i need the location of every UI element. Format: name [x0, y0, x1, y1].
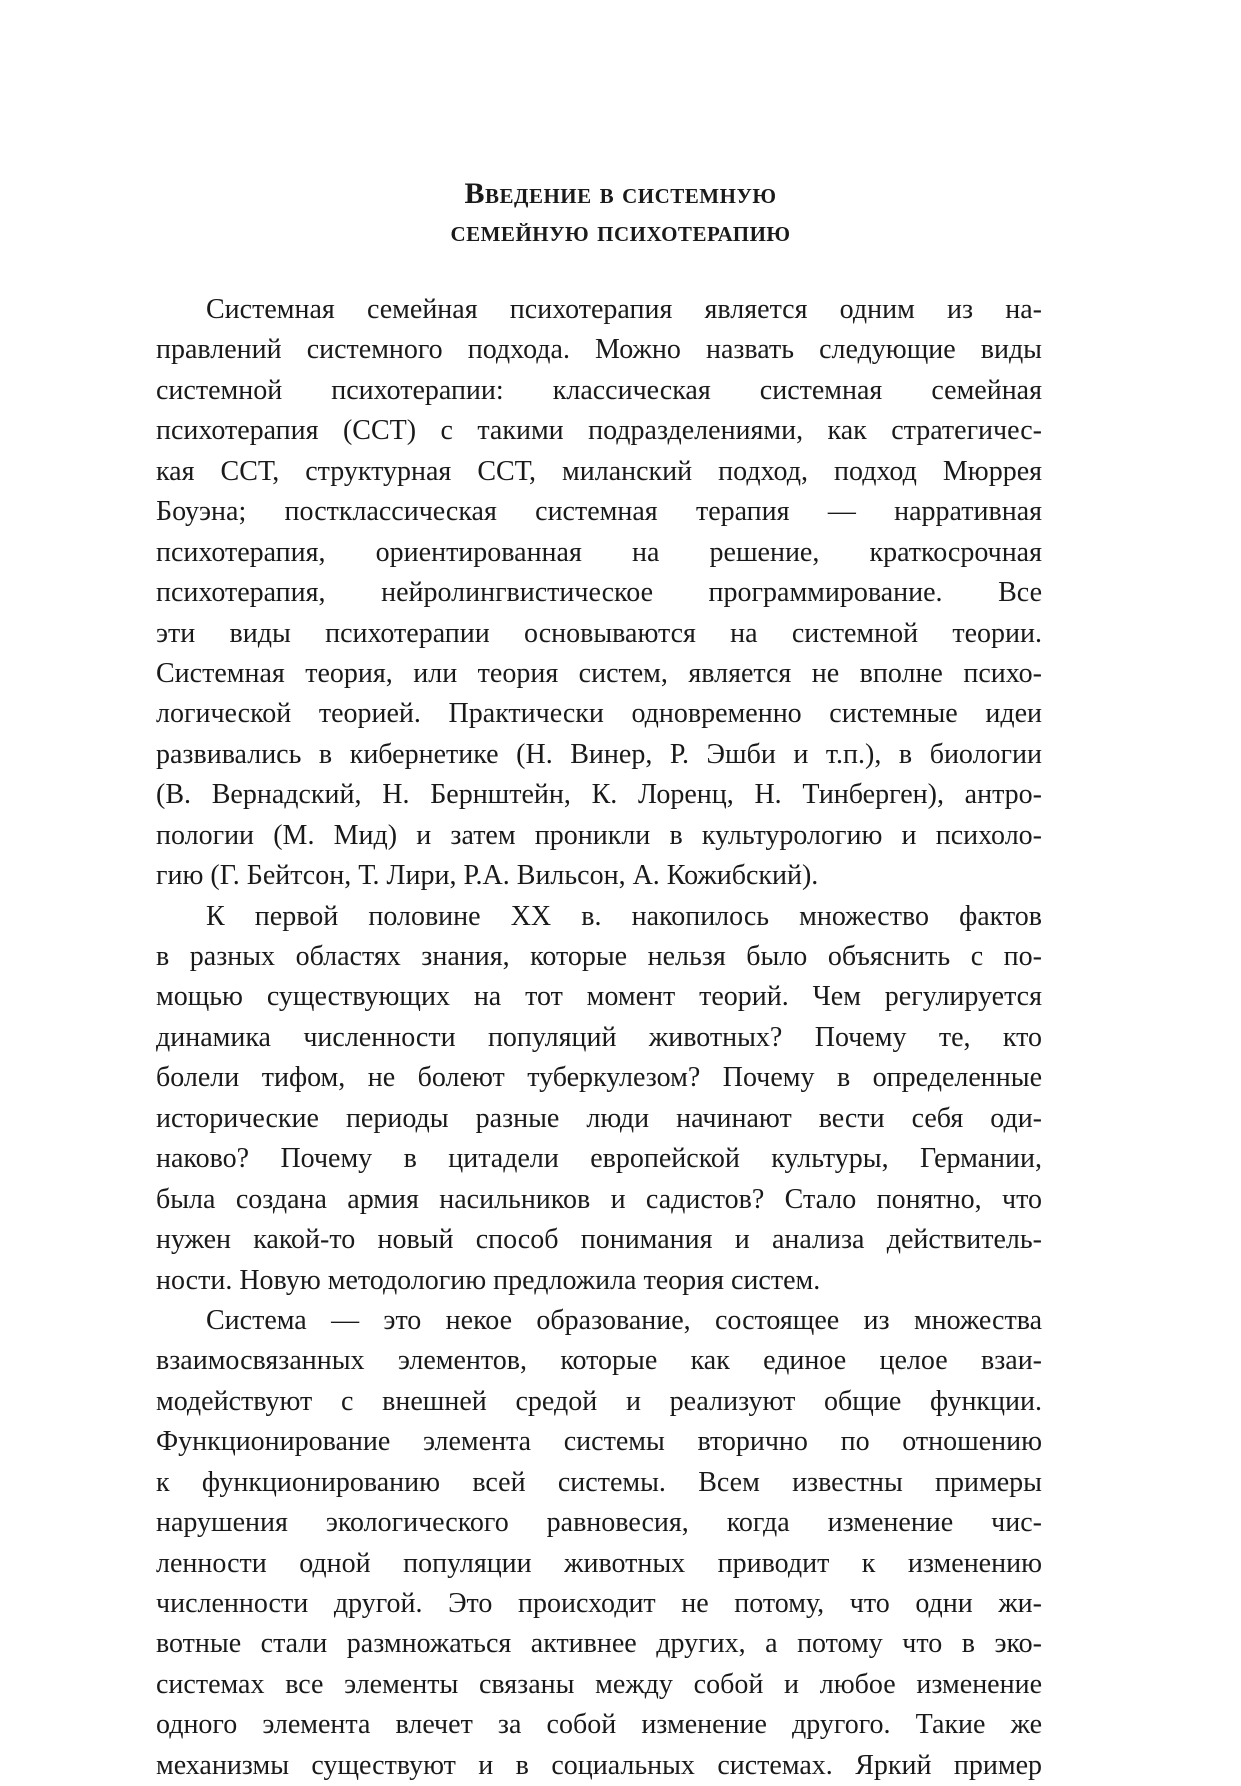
paragraph — [156, 290, 1042, 897]
paragraph — [156, 1301, 1042, 1786]
text-line: ности. Новую методологию предложила теория систем. — [156, 1264, 821, 1296]
paragraph — [156, 897, 1042, 1301]
text-line: в разных областях знания, которые нельзя было объяснить с по- — [156, 941, 1042, 972]
text-line: эти виды психотерапии основываются на системной теории. — [156, 617, 1042, 649]
text-line: нужен какой-то новый способ понимания и анализа действитель- — [156, 1224, 1042, 1256]
text-line: гию (Г. Бейтсон, Т. Лири, Р.А. Вильсон, А. Кожибский). — [156, 860, 819, 892]
text-line: динамика численности популяций животных? Почему те, кто — [156, 1021, 1042, 1053]
text-line: механизмы существуют и в социальных системах. Яркий пример — [156, 1749, 1042, 1781]
text-line: наково? Почему в цитадели европейской культуры, Германии, — [156, 1143, 1042, 1175]
text-line: (В. Вернадский, Н. Бернштейн, К. Лоренц, Н. Тинберген), антро- — [156, 779, 1042, 811]
text-line: логической теорией. Практически одновременно системные идеи — [156, 698, 1042, 730]
text-line: Системная теория, или теория систем, является не вполне психо- — [156, 657, 1042, 689]
text-line: психотерапия, нейролингвистическое программирование. Все — [156, 577, 1042, 609]
text-line: ленности одной популяции животных приводит к изменению — [156, 1547, 1042, 1579]
text-line: системах все элементы связаны между собой и любое изменение — [156, 1668, 1042, 1700]
text-line: психотерапия, ориентированная на решение, краткосрочная — [156, 536, 1042, 568]
text-line: кая ССТ, структурная ССТ, миланский подход, подход Мюррея — [156, 455, 1042, 487]
text-line: пологии (М. Мид) и затем проникли в культурологию и психоло- — [156, 819, 1042, 851]
text-line: взаимосвязанных элементов, которые как единое целое взаи- — [156, 1345, 1042, 1377]
text-line: Системная семейная психотерапия является одним из на- — [206, 294, 1042, 325]
text-line: к функционированию всей системы. Всем известны примеры — [156, 1466, 1042, 1498]
text-line: модействуют с внешней средой и реализуют общие функции. — [156, 1385, 1042, 1417]
chapter-title-line-2: семейную психотерапию — [450, 215, 791, 248]
body-text — [156, 290, 1042, 1786]
chapter-title-line-1: Введение в системную — [464, 177, 777, 210]
text-line: исторические периоды разные люди начинают вести себя оди- — [156, 1102, 1042, 1134]
text-line: мощью существующих на тот момент теорий. Чем регулируется — [156, 981, 1042, 1013]
text-line: нарушения экологического равновесия, когда изменение чис- — [156, 1507, 1042, 1539]
text-line: развивались в кибернетике (Н. Винер, Р. Эшби и т.п.), в биологии — [156, 738, 1042, 770]
text-line: вотные стали размножаться активнее других, а потому что в эко- — [156, 1628, 1042, 1660]
text-line: правлений системного подхода. Можно назвать следующие виды — [156, 334, 1042, 366]
text-line: была создана армия насильников и садистов? Стало понятно, что — [156, 1183, 1042, 1215]
text-line: Боуэна; постклассическая системная терапия — нарративная — [156, 496, 1042, 528]
text-line: психотерапия (ССТ) с такими подразделениями, как стратегичес- — [156, 415, 1042, 447]
text-line: К первой половине XX в. накопилось множество фактов — [206, 900, 1042, 932]
text-line: одного элемента влечет за собой изменение другого. Такие же — [156, 1709, 1042, 1741]
text-line: системной психотерапии: классическая системная семейная — [156, 374, 1042, 406]
text-line: болели тифом, не болеют туберкулезом? Почему в определенные — [156, 1062, 1042, 1094]
text-line: Система — это некое образование, состоящее из множества — [206, 1304, 1042, 1336]
text-line: численности другой. Это происходит не потому, что одни жи- — [156, 1588, 1042, 1619]
text-line: Функционирование элемента системы вторично по отношению — [156, 1426, 1042, 1458]
